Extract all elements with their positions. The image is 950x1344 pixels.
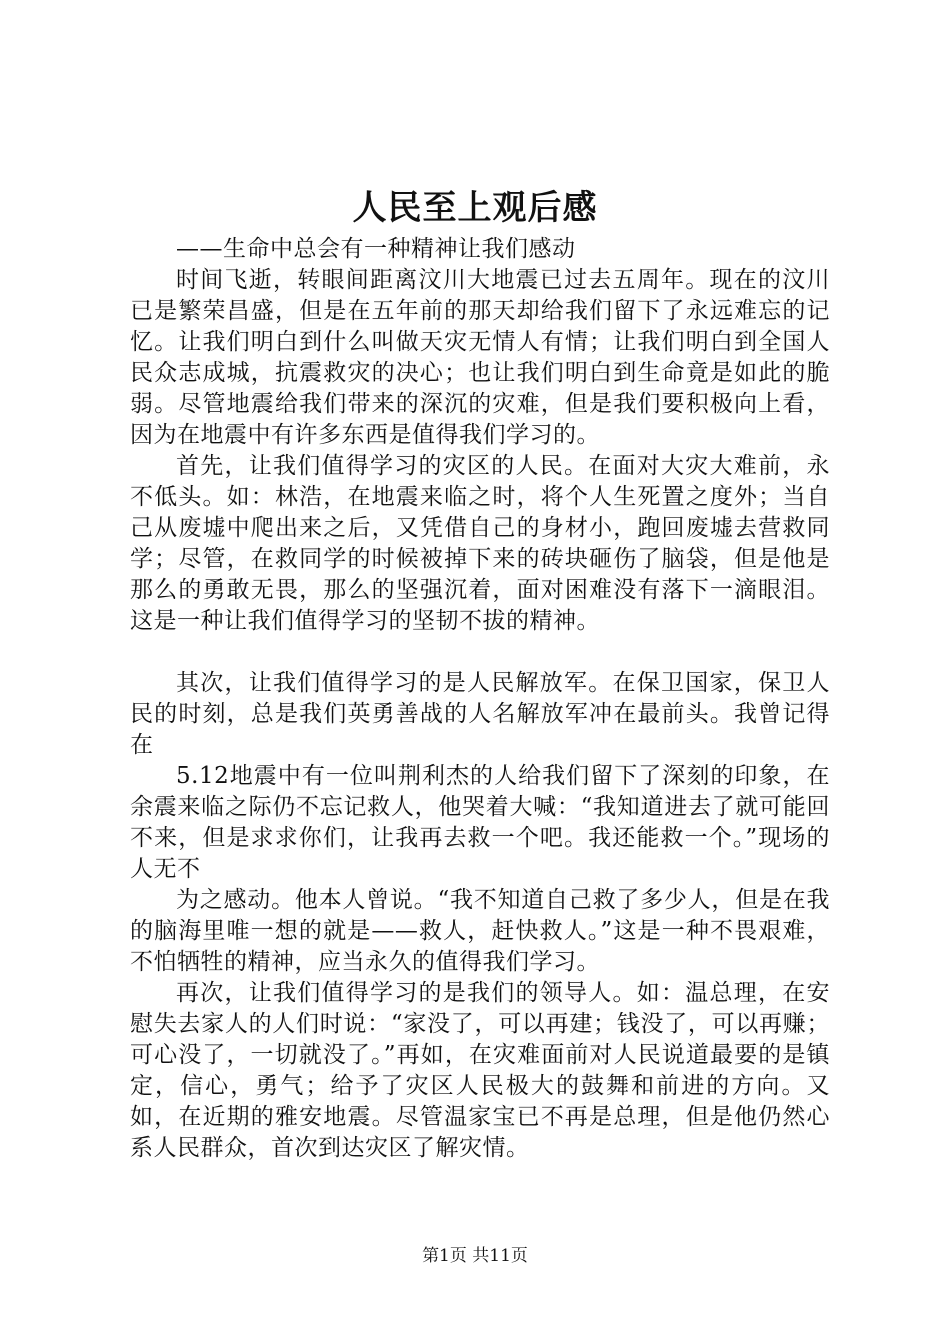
paragraph-2: 首先，让我们值得学习的灾区的人民。在面对大灾大难前，永不低头。如：林浩，在地震来临之时，将个人生死置之度外；当自己从废墟中爬出来之后，又凭借自己的身材小，跑回废墟去营救同学；尽管，在救同学的时候被掉下来的砖块砸伤了脑袋，但是他是那么的勇敢无畏，那么的坚强沉着，面对困难没有落下一滴眼泪。这是一种让我们值得学习的坚韧不拔的精神。 — [130, 453, 830, 634]
paragraph-6: 再次，让我们值得学习的是我们的领导人。如：温总理，在安慰失去家人的人们时说：“家没了，可以再建；钱没了，可以再赚；可心没了，一切就没了。”再如，在灾难面前对人民说道最要的是镇定，信心，勇气；给予了灾区人民极大的鼓舞和前进的方向。又如，在近期的雅安地震。尽管温家宝已不再是总理，但是他仍然心系人民群众，首次到达灾区了解灾情。 — [130, 980, 830, 1161]
paragraph-5: 为之感动。他本人曾说。“我不知道自己救了多少人，但是在我的脑海里唯一想的就是——救人，赶快救人。”这是一种不畏艰难，不怕牺牲的精神，应当永久的值得我们学习。 — [130, 887, 830, 975]
document-title: 人民至上观后感 — [352, 188, 598, 228]
document-body — [130, 234, 830, 1164]
document-subtitle: ——生命中总会有一种精神让我们感动 — [176, 236, 576, 262]
paragraph-1: 时间飞逝，转眼间距离汶川大地震已过去五周年。现在的汶川已是繁荣昌盛，但是在五年前的那天却给我们留下了永远难忘的记忆。让我们明白到什么叫做天灾无情人有情；让我们明白到全国人民众志成城，抗震救灾的决心；也让我们明白到生命竟是如此的脆弱。尽管地震给我们带来的深沉的灾难，但是我们要积极向上看，因为在地震中有许多东西是值得我们学习的。 — [130, 267, 830, 448]
page-number-footer: 第1页 共11页 — [422, 1246, 528, 1266]
paragraph-4: 5.12地震中有一位叫荆利杰的人给我们留下了深刻的印象，在余震来临之际仍不忘记救人，他哭着大喊：“我知道进去了就可能回不来，但是求求你们，让我再去救一个吧。我还能救一个。”现场的人无不 — [130, 763, 830, 882]
paragraph-3: 其次，让我们值得学习的是人民解放军。在保卫国家，保卫人民的时刻，总是我们英勇善战的人名解放军冲在最前头。我曾记得在 — [130, 670, 830, 758]
